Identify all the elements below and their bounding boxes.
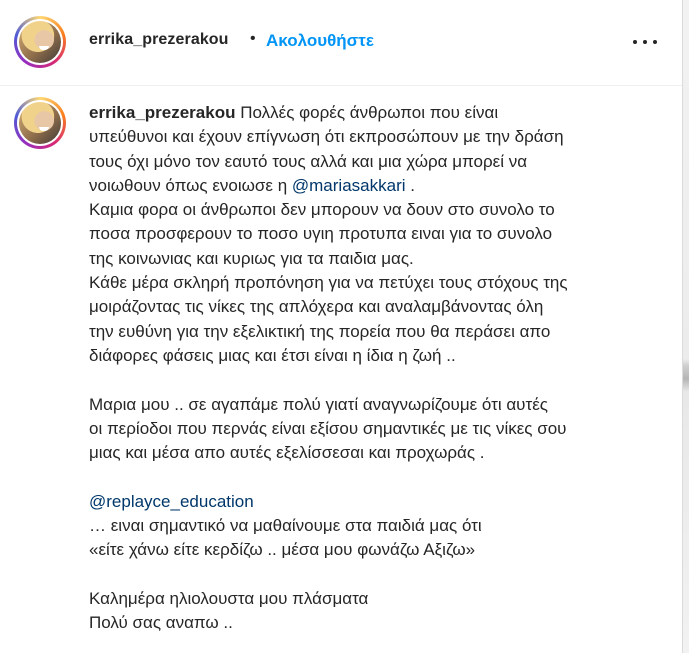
caption-line [89,174,664,198]
caption-text: νοιωθουν όπως ενοιωσε η [89,175,288,195]
caption-line: τους όχι μόνο τον εαυτό τους αλλά και μια χώρα μπορεί να [89,151,528,171]
post-caption [89,101,664,636]
avatar-photo [19,21,61,63]
post-header [0,0,682,86]
caption-line: μοιράζοντας τις νίκες της απλόχερα και αναλαμβάνοντας όλη [89,297,544,317]
separator-dot: • [250,30,256,47]
caption-text: . [410,175,415,195]
caption-gap [89,563,664,587]
caption-line: οι περίοδοι που περνάς είναι εξίσου σημαντικές με τις νίκες σου [89,418,567,438]
caption-text: Πολλές φορές άνθρωποι που είναι [240,103,499,122]
caption-line: ποσα προσφερουν το ποσο υγιη προτυπα ειναι για το συνολο [89,224,553,244]
caption-gap [89,465,664,489]
caption-line: Μαρια μου .. σε αγαπάμε πολύ γιατί αναγνωρίζουμε ότι αυτές [89,394,548,414]
avatar-photo [19,102,61,144]
more-horizontal-icon[interactable] [632,30,658,54]
caption-line: μιας και μέσα απο αυτές εξελίσσεσαι και προχωράς . [89,443,485,463]
header-avatar[interactable] [14,16,66,68]
caption-line: «είτε χάνω είτε κερδίζω .. μέσα μου φωνάζω Αξιζω» [89,540,476,560]
caption-line: Καλημέρα ηλιολουστα μου πλάσματα [89,588,369,608]
caption-line: … ειναι σημαντικό να μαθαίνουμε στα παιδιά μας ότι [89,516,482,536]
caption-line: την ευθύνη για την εξελικτική της πορεία που θα περάσει απο [89,321,551,341]
caption-username[interactable]: errika_prezerakou [89,103,236,122]
header-username[interactable]: errika_prezerakou [89,31,229,48]
caption-line: διάφορες φάσεις μιας και έτσι είναι η ίδια η ζωή .. [89,345,456,365]
follow-button[interactable]: Ακολουθήστε [266,31,374,50]
caption-line: Πολύ σας αναπω .. [89,613,233,633]
caption-gap [89,368,664,392]
caption-line [89,101,664,125]
caption-line: της κοινωνιας και κυριως για τα παιδια μας. [89,248,414,268]
mention-link[interactable]: @mariasakkari [291,175,406,195]
caption-line: υπεύθυνοι και έχουν επίγνωση ότι εκπροσώπουν με την δράση [89,127,564,147]
caption-avatar[interactable] [14,97,66,149]
caption-line: Κάθε μέρα σκληρή προπόνηση για να πετύχει τους στόχους της [89,273,568,293]
mention-link[interactable]: @replayce_education [89,491,254,511]
caption-line: Καμια φορα οι άνθρωποι δεν μπορουν να δουν στο συνολο το [89,200,555,220]
window-edge [683,0,689,653]
